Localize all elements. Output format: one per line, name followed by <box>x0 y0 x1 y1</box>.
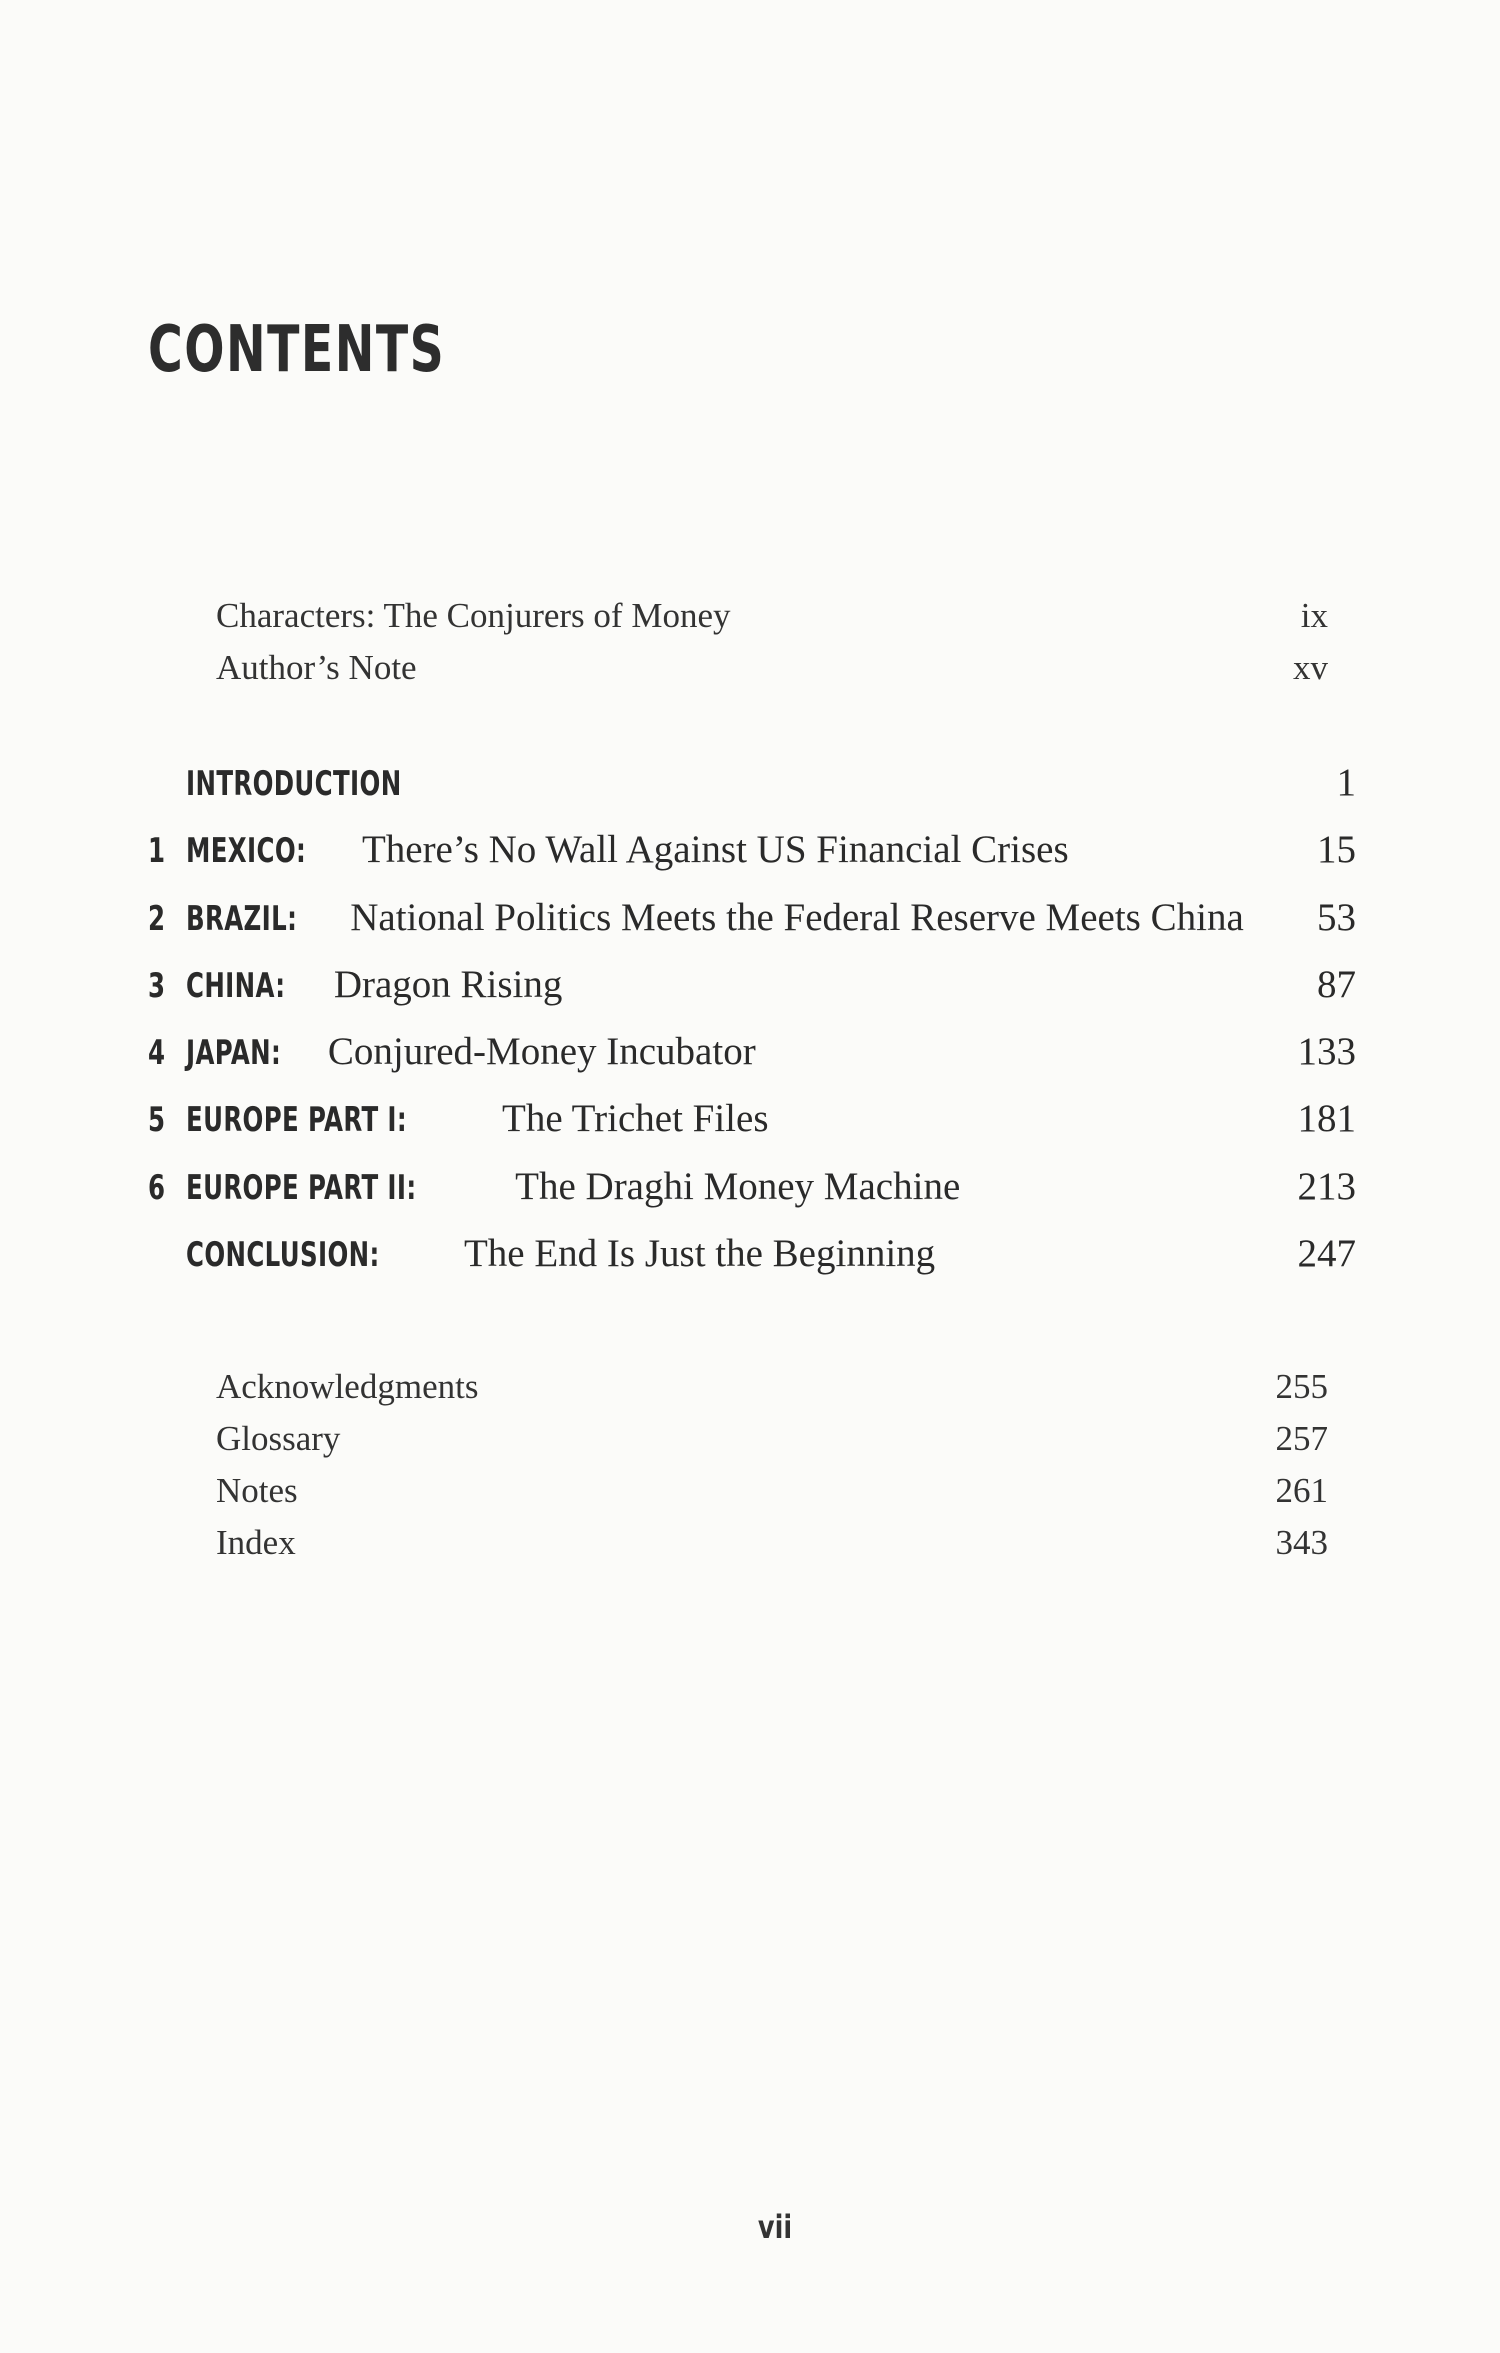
chapter-page: 133 <box>1297 1030 1356 1074</box>
chapter-label: CHINA: <box>186 965 286 1006</box>
entry-page: 261 <box>1275 1471 1328 1510</box>
chapter-label: BRAZIL: <box>186 898 298 939</box>
back-matter-item <box>216 1419 1328 1471</box>
page-number: vii <box>757 2208 793 2246</box>
chapter-subtitle: The End Is Just the Beginning <box>463 1232 936 1276</box>
chapter-number: 4 <box>148 1033 166 1074</box>
entry-title: Glossary <box>216 1419 341 1458</box>
chapter-label: EUROPE PART II: <box>186 1167 417 1208</box>
chapter-label: EUROPE PART I: <box>186 1100 408 1141</box>
chapter-list <box>148 760 1356 1298</box>
chapter-subtitle: National Politics Meets the Federal Reserve Meets China <box>350 895 1244 939</box>
chapter-subtitle: There’s No Wall Against US Financial Crises <box>361 828 1069 872</box>
chapter-subtitle: The Trichet Files <box>502 1097 769 1141</box>
chapter-label: CONCLUSION: <box>186 1235 380 1276</box>
front-matter-item <box>216 648 1328 700</box>
chapter-subtitle: Dragon Rising <box>333 962 563 1006</box>
chapter-page: 213 <box>1297 1164 1356 1208</box>
chapter-label: MEXICO: <box>186 831 307 872</box>
chapter-page: 53 <box>1317 895 1356 939</box>
chapter-label: JAPAN: <box>186 1033 282 1074</box>
chapter-label: INTRODUCTION <box>186 764 402 804</box>
back-matter-item <box>216 1367 1328 1419</box>
entry-page: 343 <box>1275 1523 1328 1562</box>
chapter-subtitle: The Draghi Money Machine <box>515 1164 961 1208</box>
chapter-entry <box>148 1029 1356 1096</box>
chapter-entry <box>148 1164 1356 1231</box>
chapter-entry <box>148 827 1356 894</box>
entry-page: 257 <box>1275 1419 1328 1458</box>
front-matter-list <box>216 596 1328 700</box>
entry-title: Characters: The Conjurers of Money <box>216 596 731 635</box>
chapter-page: 87 <box>1317 962 1356 1006</box>
entry-title: Acknowledgments <box>216 1367 479 1406</box>
chapter-page: 181 <box>1297 1097 1356 1141</box>
chapter-number: 6 <box>148 1167 166 1208</box>
back-matter-item <box>216 1471 1328 1523</box>
chapter-number: 1 <box>148 831 166 872</box>
contents-heading: CONTENTS <box>148 313 446 387</box>
entry-title: Index <box>216 1523 296 1562</box>
entry-page: 255 <box>1275 1367 1328 1406</box>
chapter-entry <box>148 1231 1356 1298</box>
chapter-page: 15 <box>1317 828 1356 872</box>
chapter-entry <box>148 1096 1356 1163</box>
entry-page: ix <box>1300 596 1328 635</box>
back-matter-list <box>216 1367 1328 1575</box>
chapter-number: 2 <box>148 898 166 939</box>
chapter-entry <box>148 895 1356 962</box>
chapter-subtitle: Conjured-Money Incubator <box>327 1030 756 1074</box>
chapter-page: 1 <box>1336 761 1356 804</box>
chapter-number: 3 <box>148 965 166 1006</box>
entry-page: xv <box>1293 648 1328 687</box>
chapter-entry <box>148 760 1356 827</box>
back-matter-item <box>216 1523 1328 1575</box>
chapter-entry <box>148 962 1356 1029</box>
chapter-page: 247 <box>1297 1232 1356 1276</box>
chapter-number: 5 <box>148 1100 166 1141</box>
front-matter-item <box>216 596 1328 648</box>
entry-title: Author’s Note <box>216 648 417 687</box>
entry-title: Notes <box>216 1471 298 1510</box>
